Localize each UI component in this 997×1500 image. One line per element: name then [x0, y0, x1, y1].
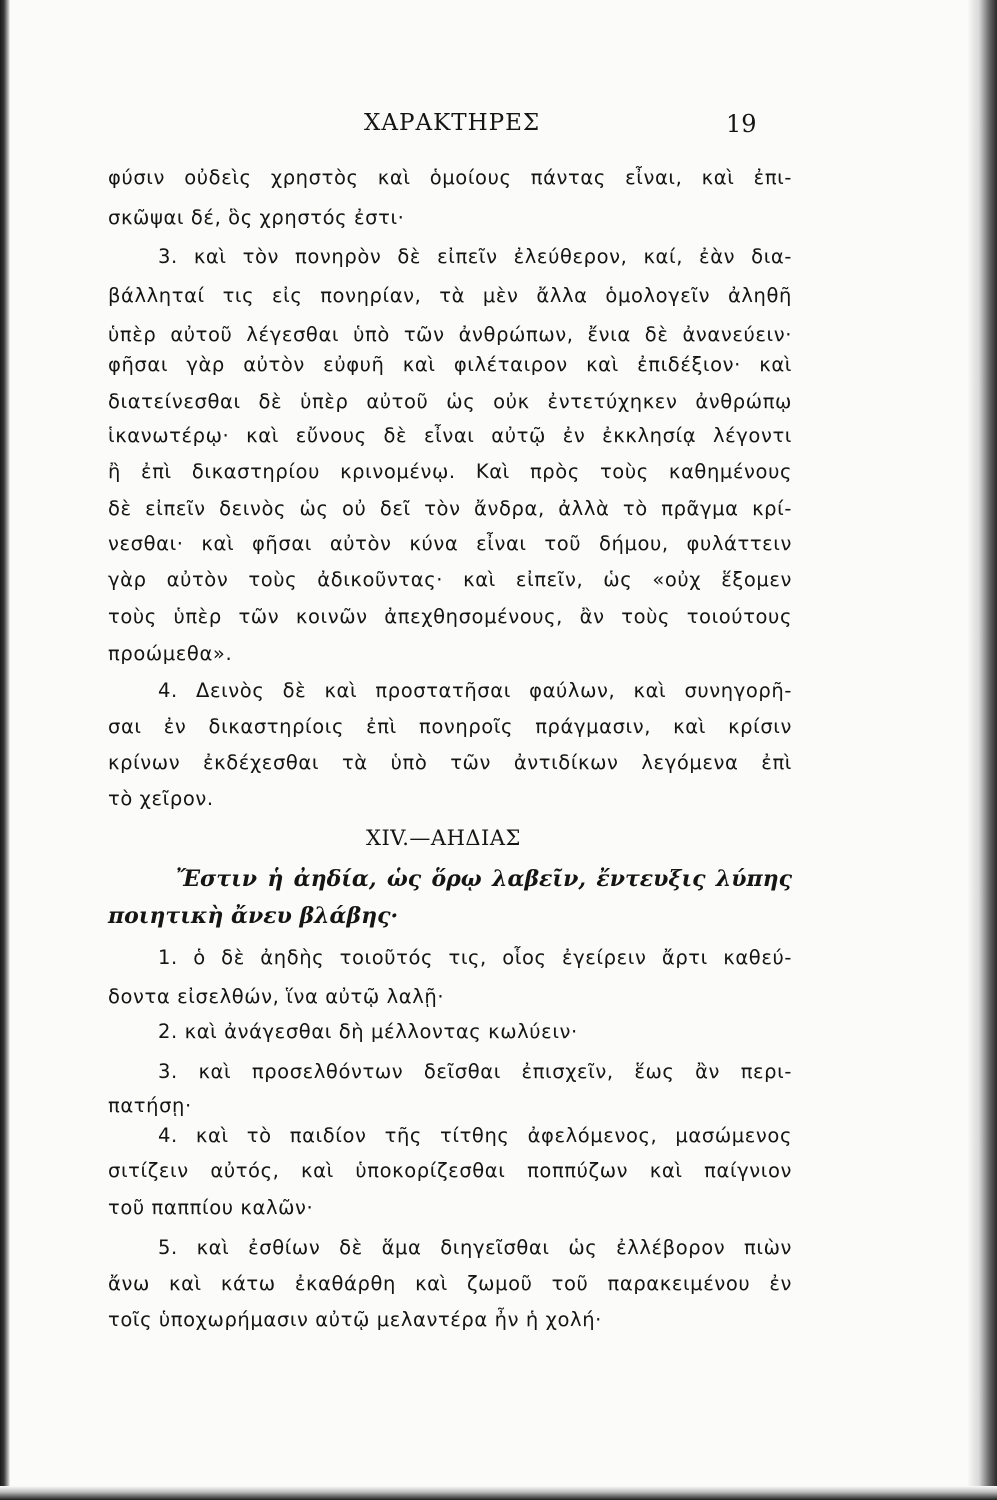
section-line: τοῦ παππίου καλῶν·: [108, 1196, 314, 1219]
body-line: τοὺς ὑπὲρ τῶν κοινῶν ἀπεχθησομένους, ἂν τοὺς τοιούτους: [108, 605, 792, 628]
body-line: 4. Δεινὸς δὲ καὶ προστατῆσαι φαύλων, καὶ συνηγορῆ-: [158, 679, 792, 702]
section-line: δοντα εἰσελθών, ἵνα αὐτῷ λαλῇ·: [108, 985, 445, 1008]
section-line: 5. καὶ ἐσθίων δὲ ἅμα διηγεῖσθαι ὡς ἐλλέβορον πιὼν: [158, 1236, 792, 1259]
scan-edge-left: [0, 0, 10, 1500]
page-number: 19: [726, 110, 757, 138]
definition-line: Ἔστιν ἡ ἀηδία, ὡς ὅρῳ λαβεῖν, ἔντευξις λύπης: [176, 866, 792, 892]
body-line: κρίνων ἐκδέχεσθαι τὰ ὑπὸ τῶν ἀντιδίκων λεγόμενα ἐπὶ: [108, 751, 792, 774]
body-line: ἱκανωτέρῳ· καὶ εὔνους δὲ εἶναι αὐτῷ ἐν ἐκκλησίᾳ λέγοντι: [108, 424, 792, 447]
section-line: 3. καὶ προσελθόντων δεῖσθαι ἐπισχεῖν, ἕως ἂν περι-: [158, 1060, 792, 1083]
body-line: φῆσαι γὰρ αὐτὸν εὐφυῆ καὶ φιλέταιρον καὶ ἐπιδέξιον· καὶ: [108, 353, 792, 376]
scan-edge-bottom: [0, 1486, 997, 1500]
definition-line: ποιητικὴ ἄνευ βλάβης·: [108, 903, 399, 929]
section-line: 2. καὶ ἀνάγεσθαι δὴ μέλλοντας κωλύειν·: [158, 1020, 578, 1043]
section-line: πατήσῃ·: [108, 1094, 192, 1117]
body-line: δὲ εἰπεῖν δεινὸς ὡς οὐ δεῖ τὸν ἄνδρα, ἀλλὰ τὸ πρᾶγμα κρί-: [108, 497, 792, 520]
body-line: βάλληταί τις εἰς πονηρίαν, τὰ μὲν ἄλλα ὁμολογεῖν ἀληθῆ: [108, 284, 792, 307]
section-heading: XIV.—ΑΗΔΙΑΣ: [366, 826, 521, 850]
running-header-title: ΧΑΡΑΚΤΗΡΕΣ: [364, 110, 541, 136]
body-line: 3. καὶ τὸν πονηρὸν δὲ εἰπεῖν ἐλεύθερον, καί, ἐὰν δια-: [158, 245, 792, 268]
body-line: τὸ χεῖρον.: [108, 787, 214, 810]
body-line: ὑπὲρ αὐτοῦ λέγεσθαι ὑπὸ τῶν ἀνθρώπων, ἔνια δὲ ἀνανεύειν·: [108, 323, 792, 346]
body-line: νεσθαι· καὶ φῆσαι αὐτὸν κύνα εἶναι τοῦ δήμου, φυλάττειν: [108, 532, 792, 555]
body-line: διατείνεσθαι δὲ ὑπὲρ αὐτοῦ ὡς οὐκ ἐντετύχηκεν ἀνθρώπῳ: [108, 390, 792, 413]
section-line: τοῖς ὑποχωρήμασιν αὐτῷ μελαντέρα ἦν ἡ χολή·: [108, 1308, 602, 1331]
section-line: 4. καὶ τὸ παιδίον τῆς τίτθης ἀφελόμενος, μασώμενος: [158, 1124, 792, 1147]
scan-edge-right: [967, 0, 997, 1500]
body-line: φύσιν οὐδεὶς χρηστὸς καὶ ὁμοίους πάντας εἶναι, καὶ ἐπι-: [108, 166, 792, 189]
section-line: 1. ὁ δὲ ἀηδὴς τοιοῦτός τις, οἷος ἐγείρειν ἄρτι καθεύ-: [158, 946, 792, 969]
body-line: σκῶψαι δέ, ὃς χρηστός ἐστι·: [108, 206, 405, 229]
body-line: προώμεθα».: [108, 642, 233, 665]
body-line: γὰρ αὐτὸν τοὺς ἀδικοῦντας· καὶ εἰπεῖν, ὡς «οὐχ ἕξομεν: [108, 568, 792, 591]
body-line: σαι ἐν δικαστηρίοις ἐπὶ πονηροῖς πράγμασιν, καὶ κρίσιν: [108, 715, 792, 738]
section-line: ἄνω καὶ κάτω ἐκαθάρθη καὶ ζωμοῦ τοῦ παρακειμένου ἐν: [108, 1272, 792, 1295]
section-line: σιτίζειν αὐτός, καὶ ὑποκορίζεσθαι ποππύζων καὶ παίγνιον: [108, 1159, 792, 1182]
body-line: ἢ ἐπὶ δικαστηρίου κρινομένῳ. Καὶ πρὸς τοὺς καθημένους: [108, 460, 792, 483]
